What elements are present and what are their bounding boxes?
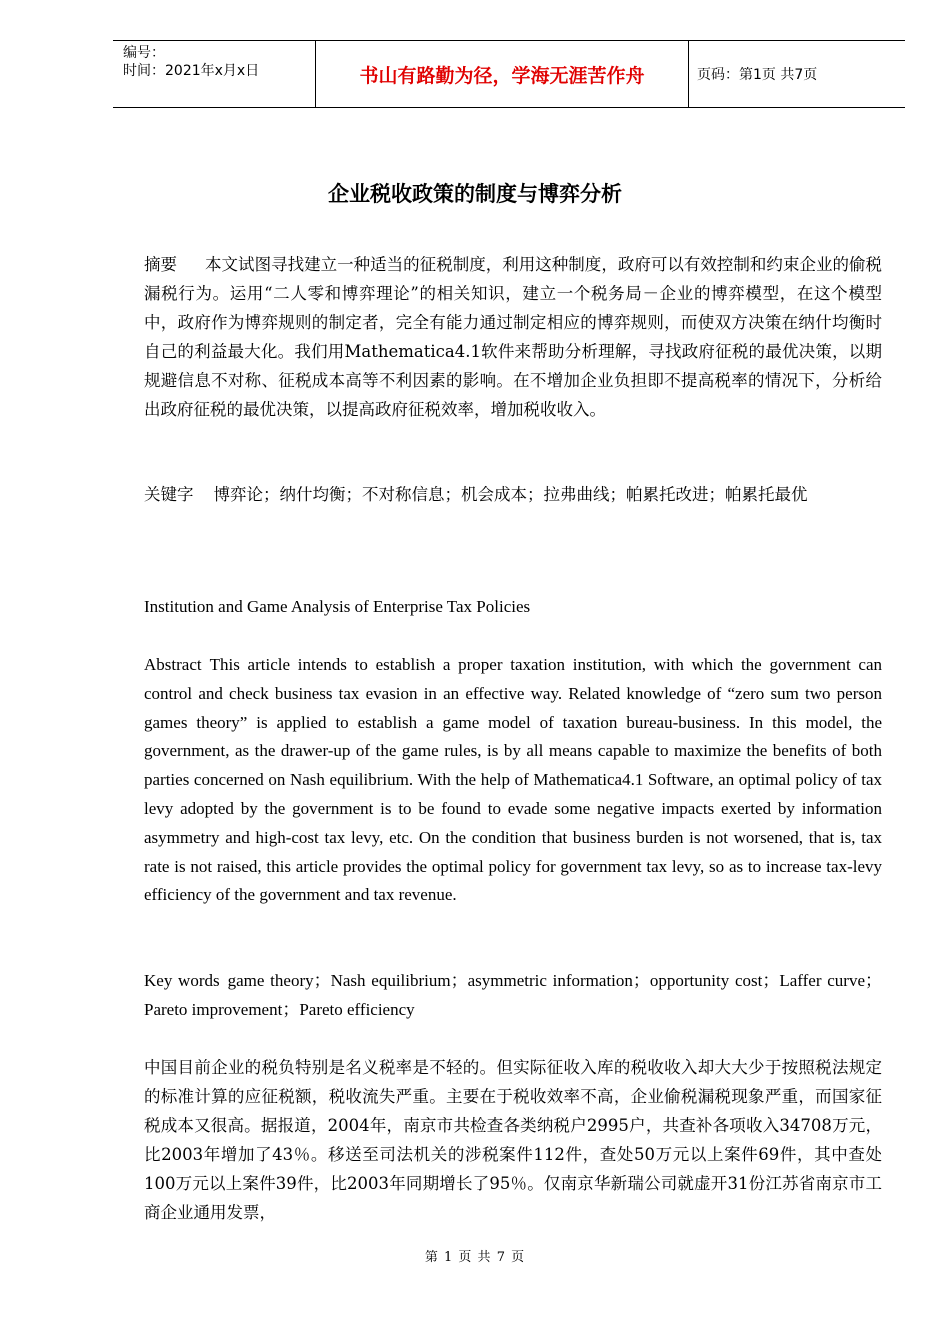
en-keywords-label: Key words <box>144 971 220 990</box>
keywords-en <box>144 967 882 1025</box>
en-abstract-text: This article intends to establish a proper taxation institution, with which the government can control and check business tax evasion in an effective way. Related knowledge of “zero sum two person games theory” is applied to establish a game model of taxation bureau-business. In this model, the government, as the drawer-up of the game rules, is by all means capable to maximize the benefits of both parties concerned on Nash equilibrium. With the help of Mathematica4.1 Software, an optimal policy of tax levy adopted by the government is to be found to evade some negative impacts exerted by information asymmetry and high-cost tax levy, etc. On the condition that business burden is not worsened, that is, tax rate is not raised, this article provides the optimal policy for government tax levy, so as to increase tax-levy efficiency of the government and tax revenue. <box>144 655 882 905</box>
abstract-en <box>144 651 882 910</box>
page-footer: 第 1 页 共 7 页 <box>424 1250 526 1265</box>
en-abstract-label: Abstract <box>144 655 202 674</box>
header-meta <box>113 41 315 107</box>
header-motto: 书山有路勤为径，学海无涯苦作舟 <box>315 41 689 107</box>
page-header <box>113 40 905 108</box>
abstract-label: 摘要 <box>144 255 178 274</box>
en-keywords-text: game theory；Nash equilibrium；asymmetric information；opportunity cost；Laffer curve；Pareto improvement；Pareto efficiency <box>144 971 882 1019</box>
header-page-info: 页码：第1页 共7页 <box>697 67 818 83</box>
keywords-text: 博弈论；纳什均衡；不对称信息；机会成本；拉弗曲线；帕累托改进；帕累托最优 <box>213 485 808 504</box>
english-title: Institution and Game Analysis of Enterprise Tax Policies <box>144 597 531 616</box>
keywords-label: 关键字 <box>144 485 194 504</box>
keywords-cn <box>144 480 882 509</box>
document-date: 时间：2021年x月x日 <box>123 63 260 79</box>
document-number-label: 编号： <box>123 45 165 61</box>
document-title: 企业税收政策的制度与博弈分析 <box>328 181 622 206</box>
abstract-text: 本文试图寻找建立一种适当的征税制度，利用这种制度，政府可以有效控制和约束企业的偷税漏税行为。运用“二人零和博弈理论”的相关知识，建立一个税务局－企业的博弈模型，在这个模型中，政府作为博弈规则的制定者，完全有能力通过制定相应的博弈规则，而使双方决策在纳什均衡时自己的利益最大化。我们用Mathematica4.1软件来帮助分析理解，寻找政府征税的最优决策，以期规避信息不对称、征税成本高等不利因素的影响。在不增加企业负担即不提高税率的情况下，分析给出政府征税的最优决策，以提高政府征税效率，增加税收收入。 <box>144 255 883 419</box>
abstract-cn <box>144 250 882 424</box>
body-paragraph: 中国目前企业的税负特别是名义税率是不轻的。但实际征收入库的税收收入却大大少于按照税法规定的标准计算的应征税额，税收流失严重。主要在于税收效率不高，企业偷税漏税现象严重，而国家征税成本又很高。据报道，2004年，南京市共检查各类纳税户2995户，共查补各项收入34708万元，比2003年增加了43％。移送至司法机关的涉税案件112件，查处50万元以上案件69件，其中查处100万元以上案件39件，比2003年同期增长了95％。仅南京华新瑞公司就虚开31份江苏省南京市工商企业通用发票， <box>144 1058 882 1222</box>
